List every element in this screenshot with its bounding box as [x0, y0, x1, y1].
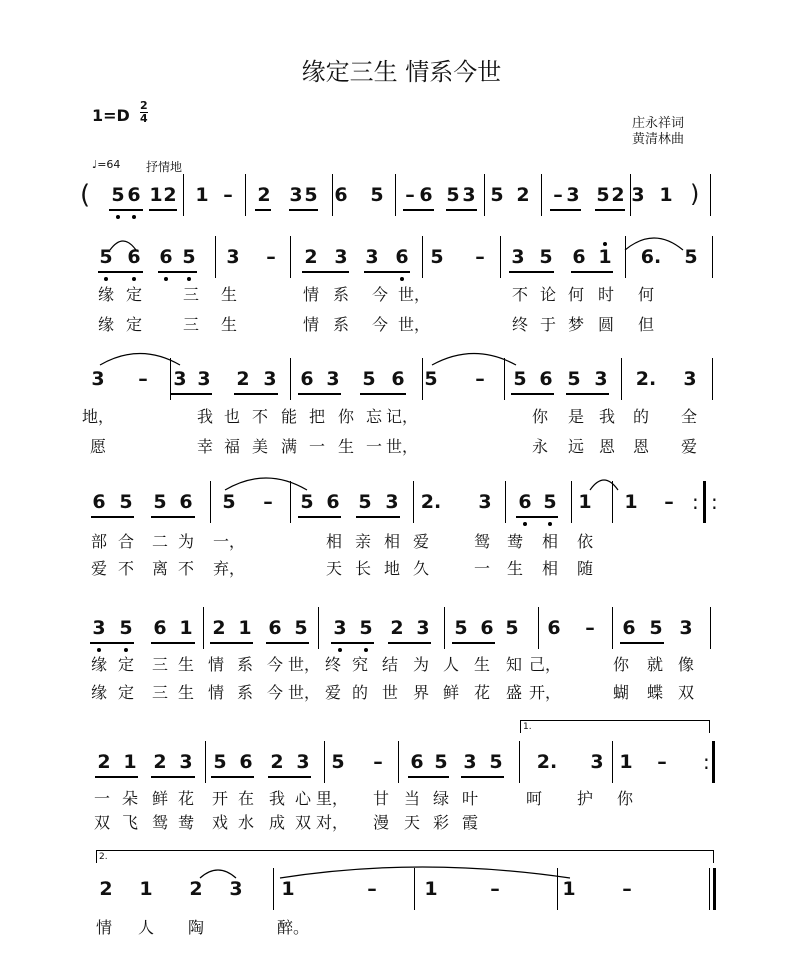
lyric-verse-2: 的 [351, 683, 369, 702]
note: 5 [567, 368, 581, 390]
lyric-verse-2: 满 [280, 437, 298, 456]
note: 2 [236, 368, 250, 390]
lyric-verse-1: 系 [332, 285, 350, 304]
lyric-verse-1: 缘 [90, 655, 108, 674]
lyric-verse-1: 知 [505, 655, 523, 674]
lyric-verse-1: 为 [177, 532, 195, 551]
note: 5 [153, 491, 167, 513]
note: 2 [304, 246, 318, 268]
lyric-verse-1: 论 [539, 285, 557, 304]
note: 2 [516, 184, 530, 206]
song-title: 缘定三生 情系今世 [301, 58, 502, 86]
note: 5 [454, 617, 468, 639]
note: – [266, 246, 276, 268]
note: 5 [539, 246, 553, 268]
lyric-verse-1: 护 [576, 789, 594, 808]
note: 1 [578, 491, 592, 513]
note: 5 [505, 617, 519, 639]
lyric-verse-2: 一 [365, 437, 383, 456]
note: 2 [163, 184, 177, 206]
note: 1 [424, 878, 438, 900]
lyric-verse-2: 圆 [597, 315, 615, 334]
lyric-verse-2: 终 [511, 315, 529, 334]
lyric-verse-1: 鸯 [506, 532, 524, 551]
note: – [622, 878, 632, 900]
note: 5 [294, 617, 308, 639]
lyric-verse-2: 世， [385, 437, 419, 456]
note: 5 [370, 184, 384, 206]
lyric-verse-2: 梦 [567, 315, 585, 334]
lyric-verse-2: 系 [236, 683, 254, 702]
lyric-verse-2: 鸯 [177, 813, 195, 832]
lyric-verse-2: 天 [325, 559, 343, 578]
note: 1 [562, 878, 576, 900]
repeat-sign: : [692, 490, 699, 514]
lyric-verse-1: 你 [612, 655, 630, 674]
lyric-verse-1: 不 [251, 407, 269, 426]
note: 3 [289, 184, 303, 206]
lyric-verse-1: 缘 [97, 285, 115, 304]
lyric-verse-2: 开， [528, 683, 562, 702]
lyric-verse-2: 远 [567, 437, 585, 456]
lyric-verse-1: 爱 [412, 532, 430, 551]
composer-credit: 黄清林曲 [632, 132, 685, 147]
lyric-verse-1: 何 [567, 285, 585, 304]
note: 5 [446, 184, 460, 206]
lyric-verse-2: 弃， [212, 559, 246, 578]
lyric-verse-1: 情 [302, 285, 320, 304]
note: 5 [424, 368, 438, 390]
lyric-verse-1: 在 [237, 789, 255, 808]
volta-1-label: 1. [523, 722, 532, 732]
note: 6 [92, 491, 106, 513]
note: – [475, 246, 485, 268]
note: 5 [182, 246, 196, 268]
note: 3 [594, 368, 608, 390]
note: 5 [119, 491, 133, 513]
note: 6 [268, 617, 282, 639]
lyric-verse-2: 蝶 [646, 683, 664, 702]
lyric-verse-2: 于 [539, 315, 557, 334]
note: 5 [222, 491, 236, 513]
lyric-verse-1: 相 [383, 532, 401, 551]
note: 1 [659, 184, 673, 206]
lyric-verse-1: 你 [337, 407, 355, 426]
lyric-verse-1: 亲 [354, 532, 372, 551]
lyric-verse-2: 长 [354, 559, 372, 578]
lyric-verse-1: 不 [511, 285, 529, 304]
lyric-verse-1: 花 [177, 789, 195, 808]
note: 2 [153, 751, 167, 773]
note: 3 [416, 617, 430, 639]
note: 5 [358, 491, 372, 513]
lyric-verse-2: 随 [576, 559, 594, 578]
note: 6 [326, 491, 340, 513]
lyric-verse-2: 愿 [89, 437, 107, 456]
note: 1 [598, 246, 612, 268]
note: 5 [430, 246, 444, 268]
note: 3 [679, 617, 693, 639]
note: 3 [197, 368, 211, 390]
lyric-verse-1: 相 [541, 532, 559, 551]
lyric-verse-1: 何 [637, 285, 655, 304]
note: 2 [611, 184, 625, 206]
lyric-verse-2: 鲜 [442, 683, 460, 702]
note: – [138, 368, 148, 390]
note: 3 [365, 246, 379, 268]
note: 3 [566, 184, 580, 206]
note: 3 [511, 246, 525, 268]
lyric-verse-1: 依 [576, 532, 594, 551]
note: 6 [539, 368, 553, 390]
lyric-verse-2: 飞 [121, 813, 139, 832]
lyric-verse-1: 鸳 [473, 532, 491, 551]
note: 6 [239, 751, 253, 773]
note: 3 [334, 246, 348, 268]
note: 5 [331, 751, 345, 773]
slur [432, 354, 516, 366]
lyric-verse-1: 定 [117, 655, 135, 674]
lyric-verse-1: 一 [93, 789, 111, 808]
lyric-verse-1: 陶 [187, 918, 205, 937]
lyric-verse-1: 部 [90, 532, 108, 551]
lyric-verse-2: 水 [237, 813, 255, 832]
note: 3 [590, 751, 604, 773]
note: 2 [189, 878, 203, 900]
volta-2-label: 2. [99, 852, 108, 862]
lyric-verse-2: 爱 [680, 437, 698, 456]
slur [110, 241, 136, 250]
lyric-verse-2: 缘 [97, 315, 115, 334]
lyric-verse-1: 心 [294, 789, 312, 808]
slur [100, 354, 180, 366]
lyric-verse-1: 呵 [525, 789, 543, 808]
lyric-verse-1: 情 [95, 918, 113, 937]
note: 3 [173, 368, 187, 390]
lyric-verse-2: 定 [125, 315, 143, 334]
slur [590, 480, 618, 490]
note: 5 [304, 184, 318, 206]
note: 1 [179, 617, 193, 639]
lyric-verse-2: 蝴 [612, 683, 630, 702]
note: 6 [622, 617, 636, 639]
note: 6 [300, 368, 314, 390]
repeat-sign: : [703, 750, 710, 774]
note: 6 [159, 246, 173, 268]
note: 3 [463, 751, 477, 773]
note: 2 [390, 617, 404, 639]
lyric-verse-2: 花 [473, 683, 491, 702]
lyric-verse-2: 但 [637, 315, 655, 334]
lyric-verse-2: 相 [541, 559, 559, 578]
note: 3 [385, 491, 399, 513]
note: 2 [257, 184, 271, 206]
note: 5 [490, 184, 504, 206]
lyric-verse-2: 一 [473, 559, 491, 578]
lyric-verse-2: 缘 [90, 683, 108, 702]
note: 6 [127, 184, 141, 206]
note: 5 [513, 368, 527, 390]
lyric-verse-2: 恩 [598, 437, 616, 456]
note: 5 [111, 184, 125, 206]
lyric-verse-1: 生 [177, 655, 195, 674]
lyric-verse-2: 双 [677, 683, 695, 702]
lyric-verse-2: 今 [266, 683, 284, 702]
note: 5 [596, 184, 610, 206]
lyric-verse-2: 鸳 [151, 813, 169, 832]
note: 1 [139, 878, 153, 900]
note: 6 [391, 368, 405, 390]
note: – [664, 491, 674, 513]
tempo-marking: ♩=64 [92, 158, 121, 171]
lyric-verse-2: 三 [182, 315, 200, 334]
lyric-verse-2: 双 [294, 813, 312, 832]
note: 5 [300, 491, 314, 513]
note: 6 [547, 617, 561, 639]
lyric-verse-2: 今 [371, 315, 389, 334]
lyric-verse-2: 地 [383, 559, 401, 578]
note: 5 [213, 751, 227, 773]
lyric-verse-2: 生 [337, 437, 355, 456]
lyric-verse-2: 爱 [90, 559, 108, 578]
note: 6 [480, 617, 494, 639]
lyric-verse-2: 双 [93, 813, 111, 832]
lyric-verse-1: 三 [182, 285, 200, 304]
note: 5 [489, 751, 503, 773]
intro-open-paren: ( [80, 180, 91, 210]
lyric-verse-1: 二 [151, 532, 169, 551]
lyric-verse-2: 彩 [432, 813, 450, 832]
lyric-verse-1: 甘 [372, 789, 390, 808]
lyric-verse-1: 忘 [365, 407, 383, 426]
expression-marking: 抒情地 [146, 160, 183, 174]
note: 2 [270, 751, 284, 773]
note: 6 [334, 184, 348, 206]
lyric-verse-1: 叶 [461, 789, 479, 808]
lyric-verse-1: 朵 [121, 789, 139, 808]
lyric-verse-1: 情 [207, 655, 225, 674]
note: – [475, 368, 485, 390]
lyric-verse-1: 你 [531, 407, 549, 426]
note: – [263, 491, 273, 513]
note: – [223, 184, 233, 206]
lyric-verse-2: 情 [207, 683, 225, 702]
lyric-verse-1: 里， [315, 789, 349, 808]
note: 3 [478, 491, 492, 513]
note: 6 [395, 246, 409, 268]
note: 3 [229, 878, 243, 900]
lyric-verse-2: 漫 [372, 813, 390, 832]
note: 5 [362, 368, 376, 390]
note: 6 [518, 491, 532, 513]
lyric-verse-2: 世 [381, 683, 399, 702]
repeat-sign: : [711, 490, 718, 514]
note: 6. [640, 246, 662, 268]
note: 2 [97, 751, 111, 773]
lyric-verse-2: 戏 [211, 813, 229, 832]
lyric-verse-1: 今 [371, 285, 389, 304]
note: 6 [153, 617, 167, 639]
time-signature-top: 2 [140, 99, 148, 112]
note: 2 [212, 617, 226, 639]
lyric-verse-2: 定 [117, 683, 135, 702]
lyric-verse-2: 霞 [461, 813, 479, 832]
lyric-verse-1: 合 [117, 532, 135, 551]
lyric-verse-1: 人 [137, 918, 155, 937]
note: – [367, 878, 377, 900]
lyric-verse-1: 时 [597, 285, 615, 304]
lyric-verse-1: 你 [616, 789, 634, 808]
note: 1 [281, 878, 295, 900]
note: 3 [179, 751, 193, 773]
lyric-verse-2: 对， [315, 813, 349, 832]
lyric-verse-2: 界 [412, 683, 430, 702]
lyric-verse-2: 世， [397, 315, 431, 334]
lyric-verse-1: 一， [212, 532, 246, 551]
lyric-verse-2: 三 [151, 683, 169, 702]
lyric-verse-1: 能 [280, 407, 298, 426]
lyric-verse-2: 不 [117, 559, 135, 578]
note: – [490, 878, 500, 900]
lyric-verse-1: 究 [351, 655, 369, 674]
lyric-verse-2: 天 [403, 813, 421, 832]
note: 1 [238, 617, 252, 639]
lyric-verse-1: 世， [397, 285, 431, 304]
note: 5 [684, 246, 698, 268]
lyric-verse-1: 系 [236, 655, 254, 674]
note: 5 [99, 246, 113, 268]
note: 2. [635, 368, 657, 390]
slur [625, 238, 683, 250]
lyric-verse-2: 幸 [196, 437, 214, 456]
lyric-verse-1: 今 [266, 655, 284, 674]
note: 5 [543, 491, 557, 513]
note: 1 [195, 184, 209, 206]
lyric-verse-1: 绿 [432, 789, 450, 808]
lyric-verse-1: 像 [677, 655, 695, 674]
lyric-verse-2: 不 [177, 559, 195, 578]
lyric-verse-1: 也 [223, 407, 241, 426]
note: 3 [631, 184, 645, 206]
lyric-verse-2: 永 [531, 437, 549, 456]
note: 3 [263, 368, 277, 390]
lyric-verse-2: 生 [220, 315, 238, 334]
note: 3 [683, 368, 697, 390]
note: – [585, 617, 595, 639]
lyric-verse-2: 生 [506, 559, 524, 578]
note: – [405, 184, 415, 206]
note: 2. [420, 491, 442, 513]
note: 3 [92, 617, 106, 639]
slur [200, 870, 236, 878]
note: 3 [333, 617, 347, 639]
note: 2 [99, 878, 113, 900]
note: 5 [119, 617, 133, 639]
note: 5 [434, 751, 448, 773]
lyric-verse-1: 相 [325, 532, 343, 551]
lyric-verse-1: 开 [211, 789, 229, 808]
lyric-verse-1: 生 [473, 655, 491, 674]
note: 3 [326, 368, 340, 390]
lyric-verse-2: 系 [332, 315, 350, 334]
lyric-verse-2: 恩 [632, 437, 650, 456]
lyric-verse-1: 定 [125, 285, 143, 304]
lyricist-credit: 庄永祥词 [632, 116, 685, 131]
key-signature: 1=D [92, 106, 130, 125]
note: 2. [536, 751, 558, 773]
lyric-verse-1: 我 [268, 789, 286, 808]
lyric-verse-2: 世， [287, 683, 321, 702]
lyric-verse-1: 把 [308, 407, 326, 426]
note: 3 [462, 184, 476, 206]
lyric-verse-2: 生 [177, 683, 195, 702]
note: 5 [649, 617, 663, 639]
note: 3 [91, 368, 105, 390]
note: 6 [410, 751, 424, 773]
lyric-verse-1: 生 [220, 285, 238, 304]
lyric-verse-2: 一 [308, 437, 326, 456]
lyric-verse-1: 就 [646, 655, 664, 674]
note: 1 [123, 751, 137, 773]
lyric-verse-1: 结 [381, 655, 399, 674]
lyric-verse-2: 情 [302, 315, 320, 334]
lyric-verse-1: 我 [598, 407, 616, 426]
lyric-verse-1: 当 [403, 789, 421, 808]
lyric-verse-2: 盛 [505, 683, 523, 702]
note: 3 [226, 246, 240, 268]
note: 6 [419, 184, 433, 206]
note: 1 [619, 751, 633, 773]
note: 1 [149, 184, 163, 206]
slur [225, 478, 307, 490]
lyric-verse-1: 地， [81, 407, 115, 426]
lyric-verse-1: 我 [196, 407, 214, 426]
note: – [553, 184, 563, 206]
lyric-verse-1: 人 [442, 655, 460, 674]
note: 6 [572, 246, 586, 268]
slur [280, 867, 570, 878]
note: 6 [179, 491, 193, 513]
repeat-sign: ) [690, 180, 700, 208]
lyric-verse-1: 己， [528, 655, 562, 674]
lyric-verse-2: 离 [151, 559, 169, 578]
lyric-verse-2: 福 [223, 437, 241, 456]
lyric-verse-1: 终 [324, 655, 342, 674]
note: – [373, 751, 383, 773]
lyric-verse-1: 醉。 [276, 918, 310, 937]
lyric-verse-2: 久 [412, 559, 430, 578]
lyric-verse-2: 成 [268, 813, 286, 832]
note: 6 [127, 246, 141, 268]
time-signature-bottom: 4 [140, 112, 148, 125]
note: 3 [296, 751, 310, 773]
lyric-verse-1: 是 [567, 407, 585, 426]
lyric-verse-1: 的 [632, 407, 650, 426]
lyric-verse-1: 为 [412, 655, 430, 674]
note: 5 [359, 617, 373, 639]
lyric-verse-1: 记， [385, 407, 419, 426]
note: 1 [624, 491, 638, 513]
lyric-verse-1: 三 [151, 655, 169, 674]
lyric-verse-1: 鲜 [151, 789, 169, 808]
lyric-verse-1: 全 [680, 407, 698, 426]
lyric-verse-2: 爱 [324, 683, 342, 702]
lyric-verse-2: 美 [251, 437, 269, 456]
lyric-verse-1: 世， [287, 655, 321, 674]
note: – [657, 751, 667, 773]
